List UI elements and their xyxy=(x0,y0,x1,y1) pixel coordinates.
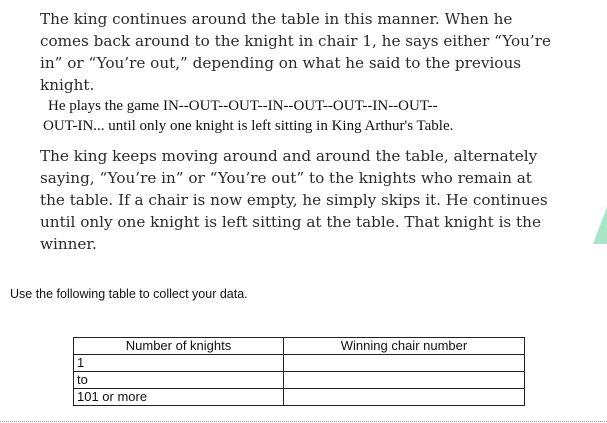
winning-chair-cell[interactable] xyxy=(284,389,525,406)
knights-cell[interactable]: 101 or more xyxy=(74,389,284,406)
paragraph-1: The king continues around the table in this manner. When he comes back around to the knight in chair 1, he says either “You’re in” or “You’re out,” depending on what he said to the previous knight. xyxy=(40,10,552,94)
decorative-accent-shape xyxy=(593,207,607,244)
story-passage xyxy=(40,8,560,255)
winning-chair-cell[interactable] xyxy=(284,355,525,372)
paragraph-2: The king keeps moving around and around the table, alternately saying, “You’re in” or “You’re out” to the knights who remain at the table. If a chair is now empty, he simply skips it. He continues until only one knight is left sitting at the table. That knight is the winner. xyxy=(40,147,548,253)
header-number-of-knights: Number of knights xyxy=(74,338,284,355)
table-row xyxy=(74,389,525,406)
table-row xyxy=(74,372,525,389)
table-header-row xyxy=(74,338,525,355)
winning-chair-cell[interactable] xyxy=(284,372,525,389)
page-edge-divider xyxy=(0,421,607,422)
knights-cell[interactable]: 1 xyxy=(74,355,284,372)
inserted-note-line-2: OUT-IN... until only one knight is left sitting in King Arthur's Table. xyxy=(43,118,454,134)
inserted-note-line-1: He plays the game IN--OUT--OUT--IN--OUT--OUT--IN--OUT-- xyxy=(48,98,438,114)
data-collection-table xyxy=(73,337,525,406)
header-winning-chair-number: Winning chair number xyxy=(284,338,525,355)
table-row xyxy=(74,355,525,372)
instruction-text: Use the following table to collect your data. xyxy=(10,287,248,301)
knights-cell[interactable]: to xyxy=(74,372,284,389)
inserted-note xyxy=(40,96,560,136)
